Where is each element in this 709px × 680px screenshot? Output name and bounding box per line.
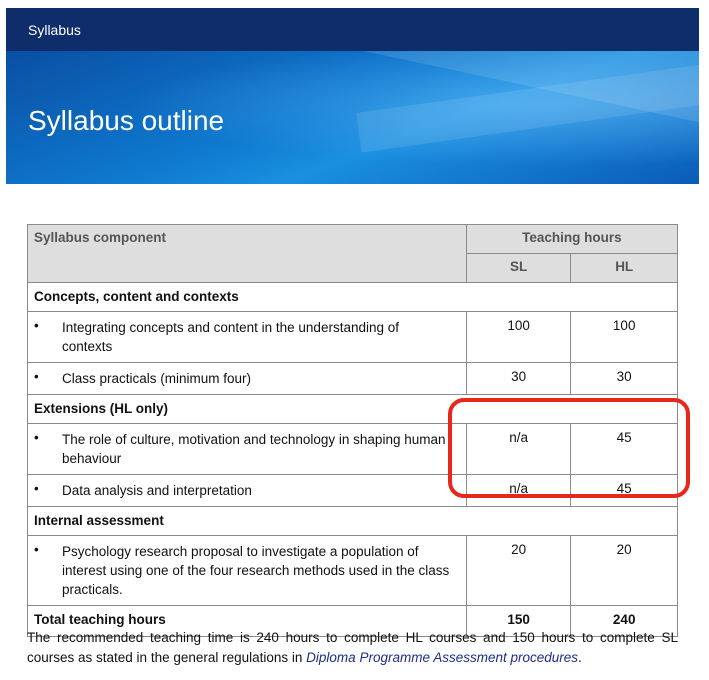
section-title: Extensions (HL only)	[28, 395, 678, 424]
bullet: •	[34, 542, 39, 557]
total-label: Total teaching hours	[28, 606, 467, 637]
sl-hours: 100	[466, 312, 571, 363]
total-hl: 240	[571, 606, 678, 637]
table-row	[28, 312, 678, 363]
sl-hours: 20	[466, 536, 571, 606]
top-bar	[6, 8, 699, 51]
hl-hours: 45	[571, 424, 678, 475]
sl-hours: n/a	[466, 475, 571, 507]
bullet: •	[34, 369, 39, 384]
note-end: .	[578, 650, 582, 665]
component-text: Integrating concepts and content in the understanding of contexts	[62, 320, 399, 354]
header-hl: HL	[571, 254, 678, 283]
table-row	[28, 363, 678, 395]
header-sl: SL	[466, 254, 571, 283]
bullet: •	[34, 481, 39, 496]
hl-hours: 30	[571, 363, 678, 395]
sl-hours: 30	[466, 363, 571, 395]
breadcrumb[interactable]: Syllabus	[28, 22, 81, 38]
section-title: Internal assessment	[28, 507, 678, 536]
component-text: Class practicals (minimum four)	[62, 371, 252, 386]
component-text: The role of culture, motivation and technology in shaping human behaviour	[62, 432, 446, 466]
table-row	[28, 536, 678, 606]
hl-hours: 45	[571, 475, 678, 507]
page-title: Syllabus outline	[28, 105, 225, 136]
bullet: •	[34, 318, 39, 333]
hl-hours: 100	[571, 312, 678, 363]
hl-hours: 20	[571, 536, 678, 606]
title-banner	[6, 51, 699, 184]
component-text: Data analysis and interpretation	[62, 483, 252, 498]
total-sl: 150	[466, 606, 571, 637]
component-text: Psychology research proposal to investigate a population of interest using one of the four research methods used in the class practicals.	[62, 544, 450, 597]
highlight-annotation	[448, 398, 690, 498]
header-teaching-hours: Teaching hours	[466, 225, 677, 254]
assessment-procedures-link[interactable]: Diploma Programme Assessment procedures	[306, 650, 579, 665]
teaching-time-note	[27, 628, 678, 668]
header-component: Syllabus component	[28, 225, 467, 283]
note-text: The recommended teaching time is 240 hours to complete HL courses and 150 hours to complete SL courses as stated in the general regulations in	[27, 630, 678, 665]
bullet: •	[34, 430, 39, 445]
sl-hours: n/a	[466, 424, 571, 475]
section-title: Concepts, content and contexts	[28, 283, 678, 312]
